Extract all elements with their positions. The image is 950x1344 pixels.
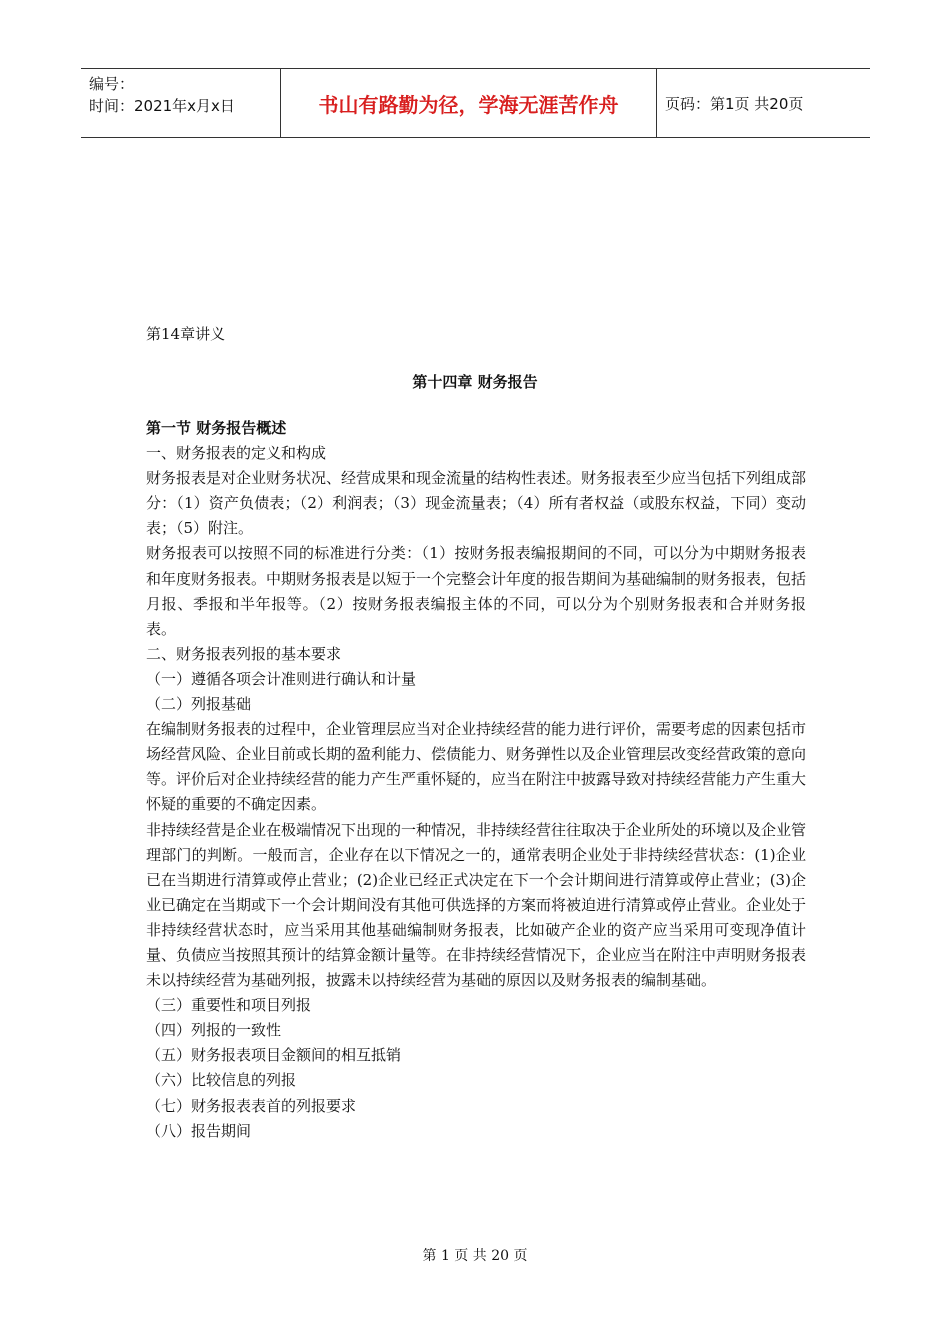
paragraph: （一）遵循各项会计准则进行确认和计量 — [146, 669, 417, 688]
paragraph: （三）重要性和项目列报 — [146, 996, 312, 1015]
header-page-info: 页码：第1页 共20页 — [665, 94, 804, 113]
paragraph: 财务报表是对企业财务状况、经营成果和现金流量的结构性表述。财务报表至少应当包括下列组成部分：（1）资产负债表；（2）利润表；（3）现金流量表；（4）所有者权益（或股东权益，下同）变动表；（5）附注。 — [146, 469, 807, 538]
document-body — [146, 416, 806, 1144]
section-heading: 第一节 财务报告概述 — [146, 419, 287, 437]
paragraph: （六）比较信息的列报 — [146, 1071, 297, 1090]
paragraph: （四）列报的一致性 — [146, 1021, 282, 1040]
paragraph: 在编制财务报表的过程中，企业管理层应当对企业持续经营的能力进行评价，需要考虑的因素包括市场经营风险、企业目前或长期的盈利能力、偿债能力、财务弹性以及企业管理层改变经营政策的意向等。评价后对企业持续经营的能力产生严重怀疑的，应当在附注中披露导致对持续经营能力产生重大怀疑的重要的不确定因素。 — [146, 720, 807, 814]
paragraph: 二、财务报表列报的基本要求 — [146, 644, 342, 663]
paragraph: 一、财务报表的定义和构成 — [146, 444, 327, 463]
paragraph: （二）列报基础 — [146, 695, 252, 714]
paragraph: （五）财务报表项目金额间的相互抵销 — [146, 1046, 402, 1065]
chapter-label: 第14章讲义 — [146, 325, 226, 343]
document-date: 时间：2021年x月x日 — [89, 97, 235, 115]
document-number: 编号： — [89, 75, 135, 93]
page-header — [81, 68, 870, 138]
header-motto: 书山有路勤为径，学海无涯苦作舟 — [281, 69, 657, 137]
paragraph: 财务报表可以按照不同的标准进行分类：（1）按财务报表编报期间的不同，可以分为中期财务报表和年度财务报表。中期财务报表是以短于一个完整会计年度的报告期间为基础编制的财务报表，包括月报、季报和半年报等。（2）按财务报表编报主体的不同，可以分为个别财务报表和合并财务报表。 — [146, 544, 807, 638]
paragraph: （七）财务报表表首的列报要求 — [146, 1096, 357, 1115]
header-meta — [81, 69, 281, 137]
paragraph: （八）报告期间 — [146, 1121, 252, 1140]
paragraph: 非持续经营是企业在极端情况下出现的一种情况，非持续经营往往取决于企业所处的环境以及企业管理部门的判断。一般而言，企业存在以下情况之一的，通常表明企业处于非持续经营状态：(1)企业已在当期进行清算或停止营业；(2)企业已经正式决定在下一个会计期间进行清算或停止营业；(3)企业已确定在当期或下一个会计期间没有其他可供选择的方案而将被迫进行清算或停止营业。企业处于非持续经营状态时，应当采用其他基础编制财务报表，比如破产企业的资产应当采用可变现净值计量、负债应当按照其预计的结算金额计量等。在非持续经营情况下，企业应当在附注中声明财务报表未以持续经营为基础列报，披露未以持续经营为基础的原因以及财务报表的编制基础。 — [146, 820, 807, 990]
chapter-title: 第十四章 财务报告 — [412, 373, 538, 391]
page-footer: 第 1 页 共 20 页 — [422, 1248, 528, 1264]
